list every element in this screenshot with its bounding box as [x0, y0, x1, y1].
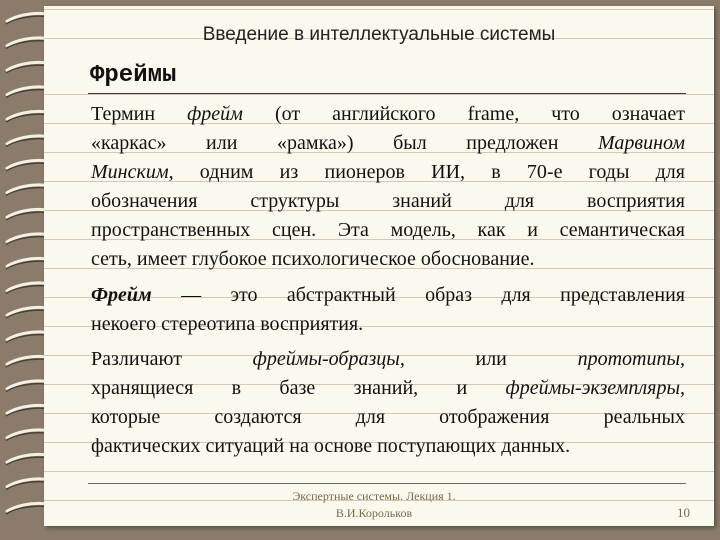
text-span: Различают [91, 348, 253, 370]
slide-page [44, 6, 714, 526]
text-span: , одним из пионеров ИИ, в 70-е годы для [168, 161, 685, 183]
text-line: которые создаются для отображения реальных [91, 406, 685, 428]
text-line [91, 100, 685, 129]
text-span: (от английского frame, что означает [242, 103, 685, 125]
italic-term: Марвином [598, 132, 685, 154]
italic-term: прототипы, [577, 348, 686, 370]
text-span: Термин [91, 103, 188, 125]
bold-italic-term: Фрейм [91, 284, 152, 306]
text-line [91, 158, 685, 187]
text-span: «каркас» или «рамка») был предложен [91, 132, 599, 154]
footer [224, 488, 524, 522]
text-line [91, 345, 685, 374]
paragraph-frame-types [91, 345, 685, 461]
italic-term: фреймы-образцы, [252, 348, 405, 370]
footer-course: Экспертные системы. Лекция 1. [292, 489, 456, 503]
slide-title: Фреймы [90, 62, 177, 89]
text-line: обозначения структуры знаний для восприятия [91, 190, 685, 212]
page-header: Введение в интеллектуальные системы [202, 24, 556, 45]
title-divider [88, 93, 686, 94]
page-number: 10 [677, 505, 690, 520]
text-span: хранящиеся в базе знаний, и [91, 377, 506, 399]
text-span: или [404, 348, 578, 370]
text-line [91, 281, 685, 310]
text-line: некоего стереотипа восприятия. [91, 313, 364, 335]
italic-term: Минским [91, 161, 169, 183]
italic-term: фрейм [187, 103, 243, 125]
text-span: — это абстрактный образ для представления [151, 284, 685, 306]
text-line: сеть, имеет глубокое психологическое обоснование. [91, 248, 535, 270]
footer-author: В.И.Корольков [335, 506, 413, 520]
text-line: пространственных сцен. Эта модель, как и семантическая [91, 219, 685, 241]
text-line [91, 374, 685, 403]
paragraph-frame-definition [91, 281, 685, 339]
paragraph-definition [91, 100, 685, 274]
text-line: фактических ситуаций на основе поступающих данных. [91, 435, 571, 457]
italic-term: фреймы-экземпляры, [505, 377, 685, 399]
footer-divider [88, 483, 686, 484]
text-line [91, 129, 685, 158]
